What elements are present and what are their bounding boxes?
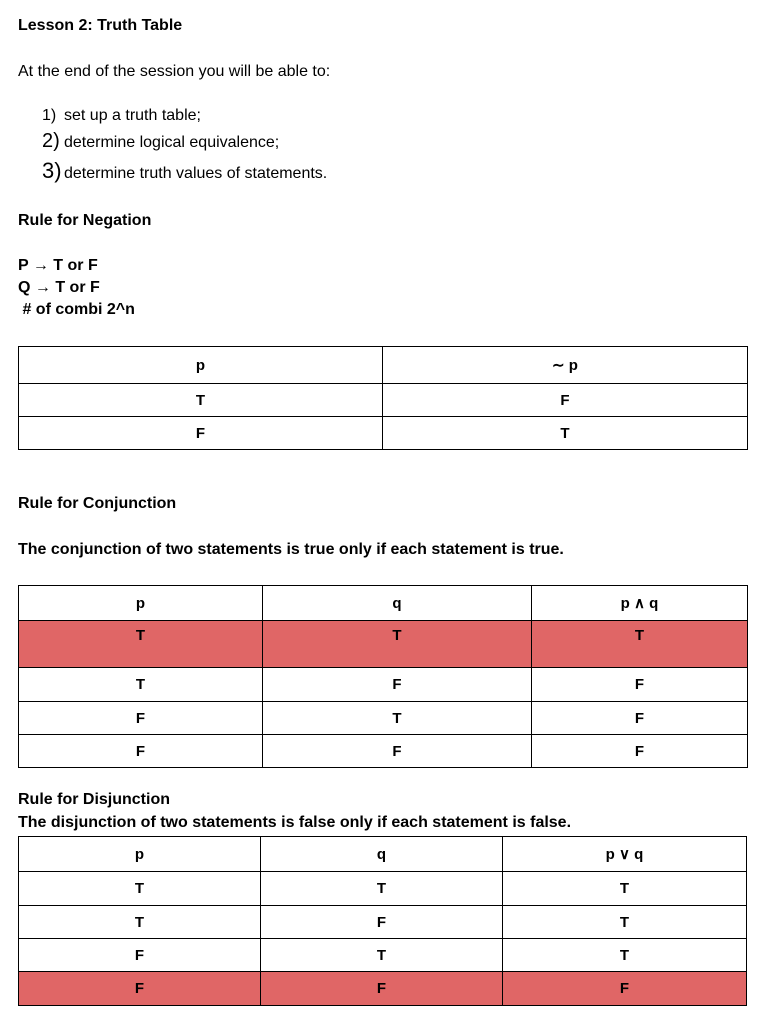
objective-item [42,107,201,125]
table-cell: T [19,668,263,702]
header-cell: p [19,347,383,384]
objective-number: 2) [42,130,60,152]
table-cell: T [263,621,532,668]
header-cell: p ∨ q [503,837,747,872]
table-row [19,735,748,768]
table-cell: T [503,906,747,939]
table-row [19,872,747,906]
table-cell: F [261,906,503,939]
negation-line-q: Q → T or F [18,279,100,296]
conjunction-heading: Rule for Conjunction [18,495,177,512]
objective-text: set up a truth table; [64,107,201,124]
table-cell: F [532,735,748,768]
table-header-row [19,586,748,621]
table-cell: T [261,939,503,972]
header-cell: q [261,837,503,872]
table-row [19,668,748,702]
table-cell: F [532,668,748,702]
table-cell: T [19,384,383,417]
objective-number: 1) [42,107,57,124]
table-cell: F [19,939,261,972]
table-cell: F [19,417,383,450]
table-header-row [19,837,747,872]
table-cell: F [503,972,747,1006]
objective-item [42,158,327,184]
table-cell: F [263,735,532,768]
table-cell: T [19,872,261,906]
table-row [19,417,748,450]
conjunction-table [18,585,748,768]
header-cell: p ∧ q [532,586,748,621]
table-cell: F [263,668,532,702]
intro-text: At the end of the session you will be able to: [18,63,331,80]
disjunction-table [18,836,747,1006]
table-cell: F [19,702,263,735]
conjunction-statement: The conjunction of two statements is true only if each statement is true. [18,541,564,558]
table-cell: T [503,872,747,906]
lesson-title: Lesson 2: Truth Table [18,17,183,34]
table-cell: T [383,417,748,450]
table-row [19,906,747,939]
table-cell: T [261,872,503,906]
table-cell: F [19,972,261,1006]
disjunction-statement: The disjunction of two statements is false only if each statement is false. [18,814,572,831]
negation-table [18,346,748,450]
table-cell: T [19,906,261,939]
table-cell: F [19,735,263,768]
table-cell: F [261,972,503,1006]
table-header-row [19,347,748,384]
objective-text: determine logical equivalence; [64,134,280,151]
table-row [19,702,748,735]
negation-combinations: # of combi 2^n [18,301,135,318]
objective-item [42,130,279,153]
highlighted-row [19,621,748,668]
table-cell: T [19,621,263,668]
negation-line-p: P → T or F [18,257,98,274]
table-cell: T [503,939,747,972]
header-cell: q [263,586,532,621]
table-cell: T [532,621,748,668]
table-row [19,384,748,417]
table-cell: F [532,702,748,735]
objective-number: 3) [42,158,62,183]
disjunction-heading: Rule for Disjunction [18,791,170,808]
negation-heading: Rule for Negation [18,212,152,229]
highlighted-row [19,972,747,1006]
table-row [19,939,747,972]
header-cell: ∼ p [383,347,748,384]
table-cell: T [263,702,532,735]
objective-text: determine truth values of statements. [64,165,328,182]
table-cell: F [383,384,748,417]
header-cell: p [19,586,263,621]
header-cell: p [19,837,261,872]
